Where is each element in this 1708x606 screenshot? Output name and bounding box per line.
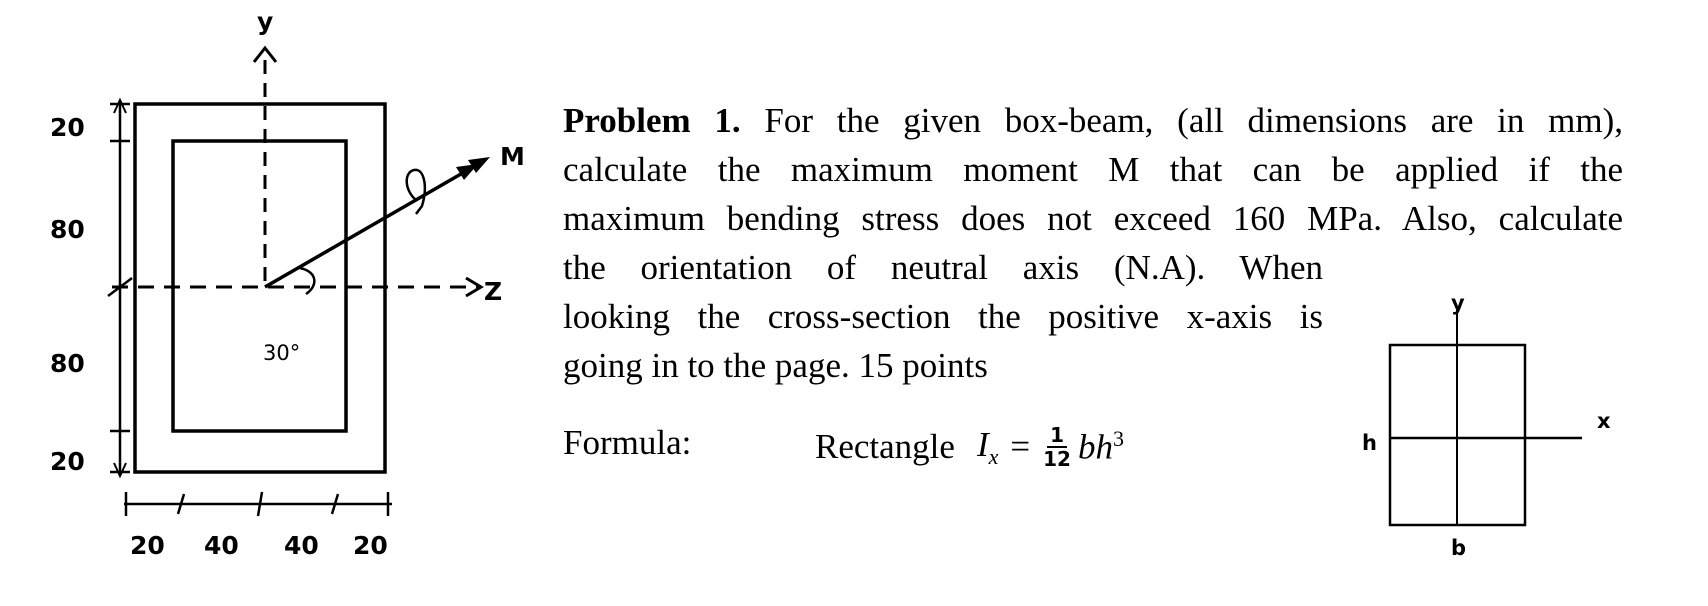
- reference-x-label: x: [1597, 409, 1611, 433]
- dim-label-bottom: 20: [50, 447, 85, 476]
- moment-vector: [265, 163, 480, 287]
- moment-label: M: [500, 142, 525, 171]
- dim-label-h2: 40: [204, 531, 239, 560]
- moment-double-arrowhead: [456, 164, 478, 180]
- formula-shape: Rectangle: [815, 427, 955, 466]
- angle-label: 30°: [263, 341, 301, 365]
- problem-line-2: calculate the maximum moment M that can be applied if the: [563, 150, 1623, 189]
- y-axis-label: y: [257, 7, 274, 36]
- formula-label: Formula:: [563, 423, 692, 462]
- formula-fraction: $\frac{1}{12}$: [1043, 423, 1071, 471]
- angle-arc: [300, 268, 314, 294]
- problem-line-6: going in to the page. 15 points: [563, 346, 988, 385]
- formula-lhs: $I_x$: [976, 424, 999, 469]
- z-axis-arrowhead: [466, 278, 481, 296]
- rectangle-inertia-formula: [815, 424, 1124, 470]
- box-beam-figure: [0, 0, 560, 606]
- reference-h-label: h: [1362, 431, 1377, 455]
- problem-line-3: maximum bending stress does not exceed 160 MPa. Also, calculate: [563, 199, 1623, 238]
- formula-equals: =: [1010, 427, 1031, 466]
- problem-line-1: Problem 1. For the given box-beam, (all dimensions are in mm),: [563, 101, 1623, 140]
- dim-label-h4: 20: [353, 531, 388, 560]
- y-axis-arrowhead: [254, 48, 276, 62]
- dim-label-h3: 40: [284, 531, 319, 560]
- dim-label-upper: 80: [50, 215, 85, 244]
- problem-line-4: the orientation of neutral axis (N.A). When: [563, 248, 1323, 287]
- moment-curl: [407, 170, 425, 214]
- z-axis-label: Z: [484, 277, 503, 306]
- dim-label-h1: 20: [130, 531, 165, 560]
- problem-heading: Problem 1.: [563, 101, 741, 140]
- formula-rhs: $bh^3$: [1077, 426, 1124, 467]
- reference-y-label: y: [1451, 291, 1465, 315]
- dim-label-top: 20: [50, 113, 85, 142]
- dim-label-lower: 80: [50, 349, 85, 378]
- problem-line-5: looking the cross-section the positive x-axis is: [563, 297, 1323, 336]
- reference-b-label: b: [1451, 536, 1467, 560]
- rectangle-reference-figure: [1340, 290, 1650, 570]
